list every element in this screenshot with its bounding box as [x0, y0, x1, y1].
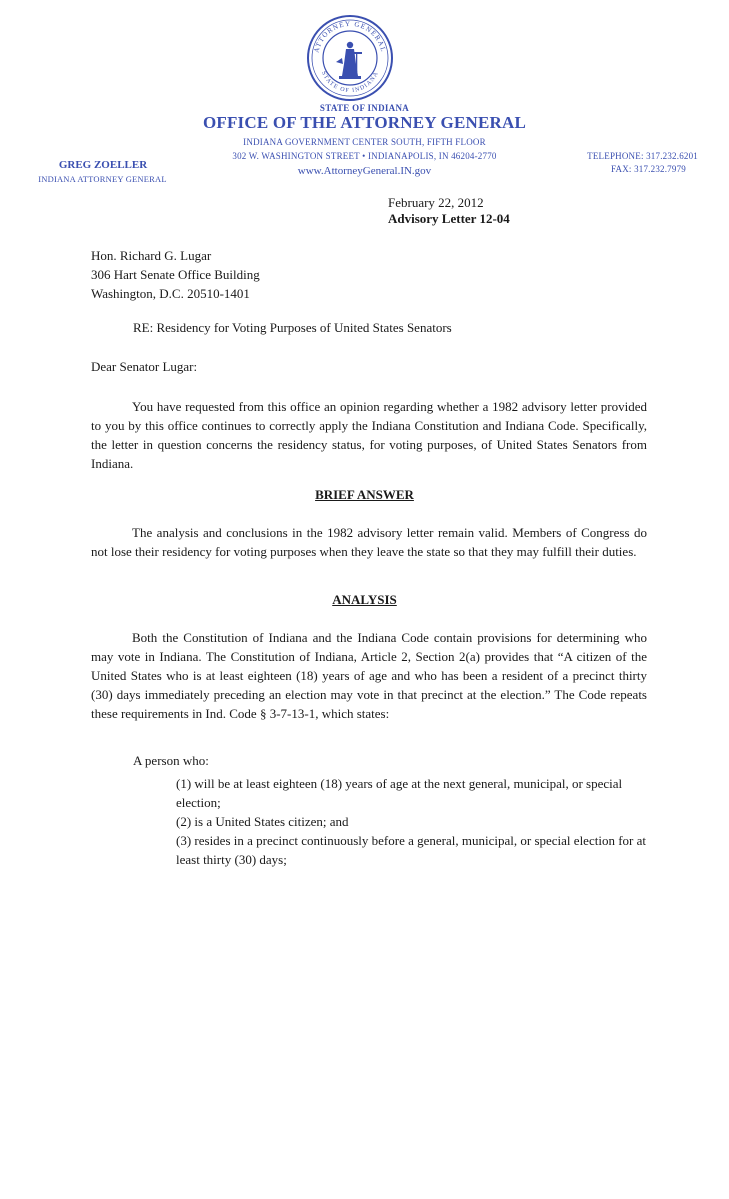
seal-bottom-text: STATE OF INDIANA	[319, 70, 381, 95]
brief-answer-paragraph	[91, 523, 647, 561]
advisory-letter-number: Advisory Letter 12-04	[388, 211, 510, 226]
telephone-number: TELEPHONE: 317.232.6201	[587, 151, 698, 161]
fax-number: FAX: 317.232.7979	[611, 164, 686, 174]
brief-answer-text: The analysis and conclusions in the 1982 advisory letter remain valid. Members of Congress do not lose their residency for voting purposes when they leave the state so that they may fulfill their duties.	[91, 525, 647, 559]
statute-quote-list	[176, 774, 646, 869]
statute-quote-intro: A person who:	[133, 753, 209, 768]
letter-date: February 22, 2012	[388, 195, 484, 210]
recipient-line: Hon. Richard G. Lugar	[91, 248, 212, 263]
subject-line: RE: Residency for Voting Purposes of United States Senators	[133, 320, 452, 335]
salutation: Dear Senator Lugar:	[91, 359, 198, 374]
address-line-1: INDIANA GOVERNMENT CENTER SOUTH, FIFTH FLOOR	[243, 137, 486, 147]
intro-paragraph-text: You have requested from this office an opinion regarding whether a 1982 advisory letter provided to you by this office continues to correctly apply the Indiana Constitution and Indiana Code. Specifically, the letter in question concerns the residency status, for voting purposes, of United States Senators from Indiana.	[91, 399, 647, 471]
list-item: (3) resides in a precinct continuously before a general, municipal, or special election for at least thirty (30) days;	[176, 833, 646, 867]
list-item: (1) will be at least eighteen (18) years of age at the next general, municipal, or special election;	[176, 776, 623, 810]
attorney-general-seal-icon	[306, 14, 394, 102]
address-line-2: 302 W. WASHINGTON STREET • INDIANAPOLIS, IN 46204-2770	[232, 151, 497, 161]
attorney-general-title: INDIANA ATTORNEY GENERAL	[38, 174, 167, 184]
analysis-paragraph	[91, 628, 647, 723]
state-of-indiana-label: STATE OF INDIANA	[319, 103, 410, 113]
list-item: (2) is a United States citizen; and	[176, 814, 349, 829]
recipient-address	[91, 246, 260, 303]
analysis-text: Both the Constitution of Indiana and the Indiana Code contain provisions for determining who may vote in Indiana. The Constitution of Indiana, Article 2, Section 2(a) provides that “A citizen of the United States who is at least eighteen (18) years of age and who has been a resident of a precinct thirty (30) days immediately preceding an election may vote in that precinct at the election.” The Code repeats these requirements in Ind. Code § 3-7-13-1, which states:	[91, 630, 647, 721]
office-title: OFFICE OF THE ATTORNEY GENERAL	[202, 113, 527, 132]
seal-top-text: ATTORNEY GENERAL	[312, 19, 388, 54]
intro-paragraph	[91, 397, 647, 473]
recipient-line: 306 Hart Senate Office Building	[91, 267, 260, 282]
analysis-heading: ANALYSIS	[332, 592, 397, 607]
brief-answer-heading: BRIEF ANSWER	[315, 487, 414, 502]
website-link[interactable]: www.AttorneyGeneral.IN.gov	[297, 165, 432, 177]
recipient-line: Washington, D.C. 20510-1401	[91, 286, 250, 301]
attorney-general-name: GREG ZOELLER	[58, 159, 148, 171]
